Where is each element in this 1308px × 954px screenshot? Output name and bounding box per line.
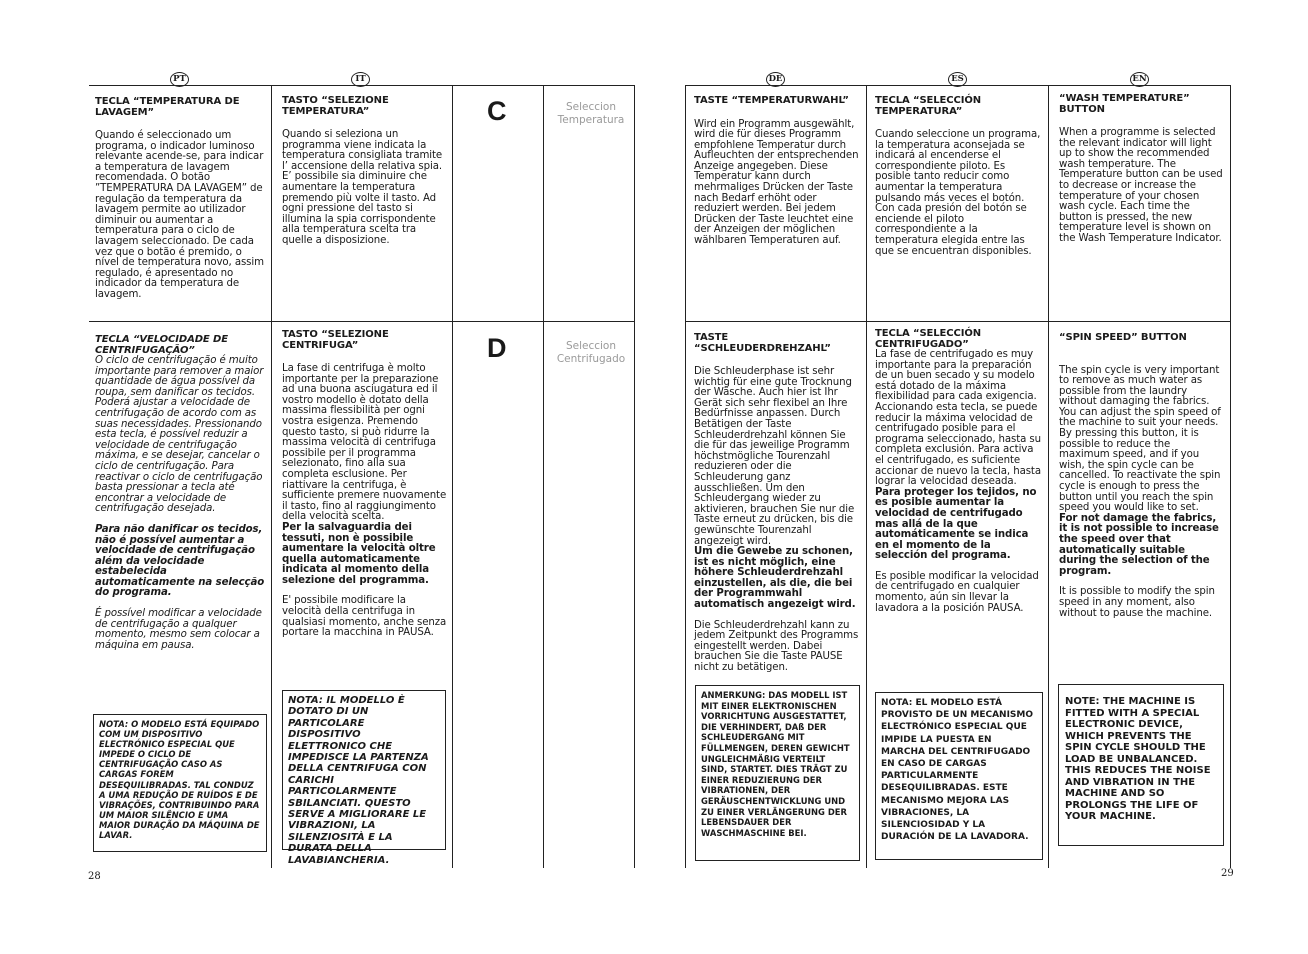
section-heading: “WASH TEMPERATURE” BUTTON — [1059, 93, 1190, 115]
section-body: O ciclo de centrifugação é muito importante para remover a maior quantidade de água possível da roupa, sem danificar os tecidos. Poderá ajustar a velocidade de centrifugação de acordo com as suas necessidades. Pressionando esta tecla, é possível reduzir a velocidade de centrifugação máxima, e se desejar, cancelar o ciclo de centrifugação. Para reactivar o ciclo de centrifugação basta pressionar a tecla até encontrar a velocidade de centrifugação desejada. — [95, 355, 264, 515]
section-body: La fase de centrifugado es muy importante para la preparación de un buen secado y su modelo está dotado de la máxima flexibilidad para cada exigencia. Accionando esta tecla, se puede reducir la máxima velocidad de centrifugado posible para el programa seleccionado, hasta su completa exclusión. Para activa el centrifugado, es suficiente accionar de nuevo la tecla, hasta lograr la velocidad deseada. — [875, 349, 1041, 488]
it-note-box: NOTA: IL MODELLO È DOTATO DI UN PARTICOLARE DISPOSITIVO ELETTRONICO CHE IMPEDISCE LA PARTENZA DELLA CENTRIFUGA CON CARICHI PARTICOLARMENTE SBILANCIATI. QUESTO SERVE A MIGLIORARE LE VIBRAZIONI, LA SILENZIOSITÀ E LA DURATA DELLA LAVABIANCHERIA. — [282, 690, 446, 850]
section-body: Wird ein Programm ausgewählt, wird die für dieses Programm empfohlene Temperatur durch Aufleuchten der entsprechenden Anzeige angegeben. Diese Temperatur kann durch mehrmaliges Drücken der Taste nach Bedarf erhöht oder reduziert werden. Bei jedem Drücken der Taste leuchtet eine der Anzeigen der möglichen wählbaren Temperaturen auf. — [694, 118, 859, 247]
pt-spin-section — [95, 335, 267, 661]
page-number-left: 28 — [88, 871, 101, 882]
section-heading: TECLA “TEMPERATURA DE LAVAGEM” — [95, 96, 240, 118]
section-body: When a programme is selected the relevant indicator will light up to show the recommended wash temperature. The Temperature button can be used to decrease or increase the temperature of your chosen wash cycle. Each time the button is pressed, the new temperature level is shown on the Wash Temperature Indicator. — [1059, 127, 1223, 244]
it-temperature-section — [282, 96, 448, 257]
section-heading: TASTO “SELEZIONE TEMPERATURA” — [282, 95, 389, 117]
section-tail: É possível modificar a velocidade de centrifugação a qualquer momento, mesmo sem colocar a máquina em pausa. — [95, 608, 262, 651]
en-note-box: NOTE: THE MACHINE IS FITTED WITH A SPECIAL ELECTRONIC DEVICE, WHICH PREVENTS THE SPIN CYCLE SHOULD THE LOAD BE UNBALANCED. THIS REDUCES THE NOISE AND VIBRATION IN THE MACHINE AND SO PROLONGS THE LIFE OF YOUR MACHINE. — [1058, 684, 1224, 846]
column-divider — [543, 85, 544, 868]
section-body: Die Schleuderphase ist sehr wichtig für eine gute Trocknung der Wäsche. Auch hier ist Ihr Gerät sich sehr flexibel an Ihre Bedürfnisse anpassen. Durch Betätigen der Taste Schleuderdrehzahl können Sie die für das jeweilige Programm höchstmögliche Tourenzahl reduzieren oder die Schleuderung ganz ausschließen. Um den Schleudergang wieder zu aktivieren, brauchen Sie nur die Taste erneut zu drücken, bis die gewünschte Tourenzahl angezeigt wird. — [694, 366, 855, 547]
control-d-label: Seleccion Centrifugado — [556, 340, 626, 365]
column-divider — [1048, 85, 1049, 868]
section-body: Cuando seleccione un programa, la temperatura aconsejada se indicará al encenderse el correspondiente piloto. Es posible tanto reducir como aumentar la temperatura pulsando más veces el botón. Con cada presión del botón se enciende el piloto correspondiente a la temperatura elegida entre las que se encuentran disponibles. — [875, 129, 1041, 257]
section-heading: TECLA “SELECCIÓN TEMPERATURA” — [875, 95, 982, 117]
section-heading: “SPIN SPEED” BUTTON — [1059, 332, 1187, 343]
pt-temperature-section — [95, 97, 265, 311]
control-c-label: Seleccion Temperatura — [557, 101, 625, 126]
language-badge-en: EN — [1130, 72, 1149, 87]
column-divider — [452, 85, 453, 868]
section-tail: It is possible to modify the spin speed in any moment, also without to pause the machine. — [1059, 586, 1215, 619]
section-bold-warning: Para não danificar os tecidos, não é possível aumentar a velocidade de centrifugação além da velocidade estabelecida automaticamente na selecção do programa. — [95, 523, 265, 599]
column-divider — [271, 85, 272, 868]
column-divider — [866, 85, 867, 868]
column-divider — [685, 85, 686, 868]
section-bold-warning: Um die Gewebe zu schonen, ist es nicht möglich, eine höhere Schleuderdrehzahl einzustellen, als die, die bei der Programmwahl automatisch angezeigt wird. — [694, 546, 856, 611]
it-spin-section — [282, 330, 448, 649]
page-number-right: 29 — [1221, 868, 1234, 879]
section-heading: TASTO “SELEZIONE CENTRIFUGA” — [282, 329, 389, 351]
language-badge-de: DE — [766, 72, 785, 87]
column-divider — [1230, 85, 1231, 868]
de-note-box: ANMERKUNG: DAS MODELL IST MIT EINER ELEKTRONISCHEN VORRICHTUNG AUSGESTATTET, DIE VERHINDERT, DAß DER SCHLEUDERGANG MIT FÜLLMENGEN, DEREN GEWICHT UNGLEICHMÄßIG VERTEILT SIND, STARTET. DIES TRÄGT ZU EINER REDUZIERUNG DER VIBRATIONEN, DER GERÄUSCHENTWICKLUNG UND ZU EINER VERLÄNGERUNG DER LEBENSDAUER DER WASCHMASCHINE BEI. — [695, 685, 860, 861]
es-note-box: NOTA: EL MODELO ESTÁ PROVISTO DE UN MECANISMO ELECTRÓNICO ESPECIAL QUE IMPIDE LA PUESTA EN MARCHA DEL CENTRIFUGADO EN CASO DE CARGAS PARTICULARMENTE DESEQUILIBRADAS. ESTE MECANISMO MEJORA LAS VIBRACIONES, LA SILENCIOSIDAD Y LA DURACIÓN DE LA LAVADORA. — [875, 692, 1043, 860]
section-bold-warning: Per la salvaguardia dei tessuti, non è possibile aumentare la velocità oltre quella automaticamente indicata al momento della selezione del programma. — [282, 521, 436, 586]
section-body: La fase di centrifuga è molto importante per la preparazione ad una buona asciugatura ed il vostro modello è dotato della massima flessibilità per ogni vostra esigenza. Premendo questo tasto, si può ridurre la massima velocità di centrifuga possibile per il programma selezionato, fino alla sua completa esclusione. Per riattivare la centrifuga, è sufficiente premere nuovamente il tasto, fino al raggiungimento della velocità scelta. — [282, 363, 447, 523]
section-heading: TECLA “VELOCIDADE DE CENTRIFUGAÇÃO” — [95, 334, 228, 356]
control-letter-d: D — [487, 333, 507, 363]
de-temperature-section — [694, 96, 860, 257]
section-tail: Es posible modificar la velocidad de centrifugado en cualquier momento, aún sin llevar la lavadora a la posición PAUSA. — [875, 570, 1039, 614]
mid-rule-right — [685, 321, 1231, 322]
section-body: Quando si seleziona un programma viene indicata la temperatura consigliata tramite l’ accensione della relativa spia. E’ possibile sia diminuire che aumentare la temperatura premendo più volte il tasto. Ad ogni pressione del tasto si illumina la spia corrispondente alla temperatura scelta tra quelle a disposizione. — [282, 129, 443, 246]
es-temperature-section — [875, 96, 1043, 267]
en-spin-section — [1059, 333, 1223, 629]
language-badge-it: IT — [351, 72, 370, 87]
section-tail: Die Schleuderdrehzahl kann zu jedem Zeitpunkt des Programms eingestellt werden. Dabei brauchen Sie die Taste PAUSE nicht zu betätigen. — [694, 619, 859, 674]
column-divider — [634, 85, 635, 868]
language-badge-es: ES — [948, 72, 967, 87]
section-bold-warning: Para proteger los tejidos, no es posible aumentar la velocidad de centrifugado mas allá de la que automáticamente se indica en el momento de la selección del programa. — [875, 486, 1037, 562]
section-heading: TASTE “SCHLEUDERDREHZAHL” — [694, 332, 831, 354]
language-badge-pt: PT — [170, 72, 189, 87]
mid-rule-left — [89, 321, 635, 322]
en-temperature-section — [1059, 94, 1223, 255]
section-heading: TECLA “SELECCIÓN CENTRIFUGADO” — [875, 328, 982, 350]
section-heading: TASTE “TEMPERATURWAHL” — [694, 95, 849, 106]
control-letter-c: C — [487, 96, 507, 126]
de-spin-section — [694, 333, 860, 684]
es-spin-section — [875, 329, 1043, 624]
pt-note-box: NOTA: O MODELO ESTÁ EQUIPADO COM UM DISPOSITIVO ELECTRÓNICO ESPECIAL QUE IMPEDE O CICLO DE CENTRIFUGAÇÃO CASO AS CARGAS FOREM DESEQUILIBRADAS. TAL CONDUZ A UMA REDUÇÃO DE RUÍDOS E DE VIBRAÇÕES, CONTRIBUINDO PARA UM MAIOR SILÊNCIO E UMA MAIOR DURAÇÃO DA MÁQUINA DE LAVAR. — [93, 714, 267, 852]
section-body: Quando é seleccionado um programa, o indicador luminoso relevante acende-se, para indicar a temperatura de lavagem recomendada. O botão ”TEMPERATURA DA LAVAGEM” de regulação da temperatura da lavagem permite ao utilizador diminuir ou aumentar a temperatura para o ciclo de lavagem seleccionado. De cada vez que o botão é premido, o nível de temperatura novo, assim regulado, é apresentado no indicador da temperatura de lavagem. — [95, 130, 264, 300]
section-body: The spin cycle is very important to remove as much water as possible from the laundry without damaging the fabrics. You can adjust the spin speed of the machine to suit your needs. By pressing this button, it is possible to reduce the maximum speed, and if you wish, the spin cycle can be cancelled. To reactivate the spin cycle is enough to press the button until you reach the spin speed you would like to set. — [1059, 364, 1221, 514]
section-bold-warning: For not damage the fabrics, it is not possible to increase the speed over that automatically suitable during the selection of the program. — [1059, 512, 1219, 577]
section-tail: E' possibile modificare la velocità della centrifuga in qualsiasi momento, anche senza portare la macchina in PAUSA. — [282, 595, 447, 639]
